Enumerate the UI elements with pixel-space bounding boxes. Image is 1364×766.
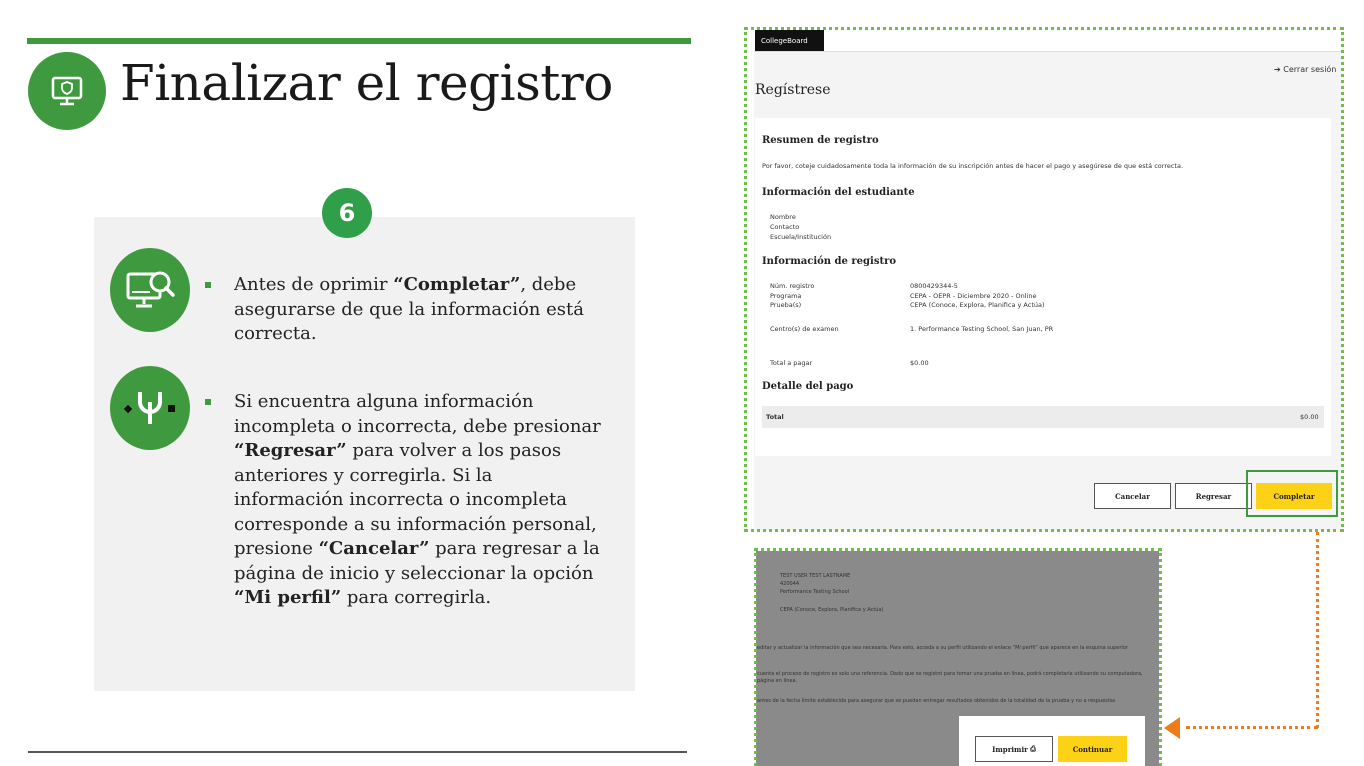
confirm-paragraph: cuenta el proceso de registro es solo una referencia. Dado que se registró para tomar una prueba en línea, podrá completarla utilizando su computadora, página en línea.	[757, 671, 1143, 684]
register-heading: Regístrese	[755, 82, 831, 98]
confirm-line: 420044	[780, 581, 800, 587]
summary-title: Resumen de registro	[762, 135, 879, 146]
registration-info-title: Información de registro	[762, 256, 897, 267]
center-value: 1. Performance Testing School, San Juan, PR	[910, 325, 1054, 333]
reg-label: Programa	[770, 292, 802, 300]
confirm-line: Performance Testing School	[780, 589, 850, 595]
payment-total-value: $0.00	[1300, 413, 1319, 421]
confirm-line: CEPA (Conoce, Explora, Planifica y Actúa)	[780, 607, 884, 613]
total-value: $0.00	[910, 359, 929, 367]
continue-button[interactable]: Continuar	[1058, 736, 1127, 762]
bullet-marker	[205, 282, 211, 288]
student-info-title: Información del estudiante	[762, 187, 915, 198]
cancel-button[interactable]: Cancelar	[1094, 483, 1171, 509]
screenshot-highlight-frame	[744, 27, 1344, 532]
payment-total-label: Total	[766, 413, 784, 421]
summary-note: Por favor, coteje cuidadosamente toda la información de su inscripción antes de hacer el pago y asegúrese de que está correcta.	[762, 162, 1184, 170]
student-field: Nombre	[770, 213, 796, 221]
collegeboard-logo: CollegeBoard	[755, 30, 824, 51]
bullet-text-complete: Antes de oprimir “Completar”, debe asegurarse de que la información está correcta.	[234, 274, 584, 344]
bullet-marker	[205, 399, 211, 405]
title-underline-bar	[27, 38, 691, 44]
total-label: Total a pagar	[770, 359, 813, 367]
step-number-badge: 6	[322, 188, 372, 238]
back-button[interactable]: Regresar	[1175, 483, 1252, 509]
reg-value: 0800429344-5	[910, 282, 958, 290]
reg-label: Prueba(s)	[770, 301, 802, 309]
reg-label: Núm. registro	[770, 282, 815, 290]
confirmation-highlight-frame	[754, 548, 1162, 766]
reg-value: CEPA (Conoce, Explora, Planifica y Actúa)	[910, 301, 1045, 309]
connector-line	[1186, 726, 1318, 729]
page-title: Finalizar el registro	[120, 54, 613, 112]
bullet-text-back-cancel: Si encuentra alguna información incompleta o incorrecta, debe presionar “Regresar” para volver a los pasos anteriores y corregirla. Si la información incorrecta o incompleta corresponde a su información personal, presione “Cancelar” para regresar a la página de inicio y seleccionar la opción “Mi perfil” para corregirla.	[234, 391, 601, 608]
center-label: Centro(s) de examen	[770, 325, 839, 333]
payment-detail-title: Detalle del pago	[762, 381, 854, 392]
student-field: Contacto	[770, 223, 800, 231]
connector-line	[1316, 532, 1319, 728]
footer-divider	[28, 751, 687, 753]
wrench-icon	[110, 366, 190, 450]
complete-button[interactable]: Completar	[1256, 483, 1332, 509]
confirm-line: TEST USER TEST LASTNAME	[780, 573, 851, 579]
signout-link[interactable]: ➔ Cerrar sesión	[1274, 65, 1337, 74]
arrow-left-icon	[1164, 717, 1180, 739]
monitor-search-icon	[110, 248, 190, 332]
confirm-paragraph: antes de la fecha límite establecida para asegurar que se puedan entregar resultados obtenidos de la totalidad de la prueba y no a respuestas	[757, 698, 1116, 704]
computer-shield-icon	[28, 52, 106, 130]
print-button[interactable]: Imprimir ⎙	[975, 736, 1053, 762]
confirm-paragraph: editar y actualizar la información que sea necesaria. Para esto, acceda a su perfil utilizando el enlace “Mi perfil” que aparece en la esquina superior	[757, 645, 1128, 651]
student-field: Escuela/Institución	[770, 233, 832, 241]
reg-value: CEPA - OEPR - Diciembre 2020 - Online	[910, 292, 1037, 300]
